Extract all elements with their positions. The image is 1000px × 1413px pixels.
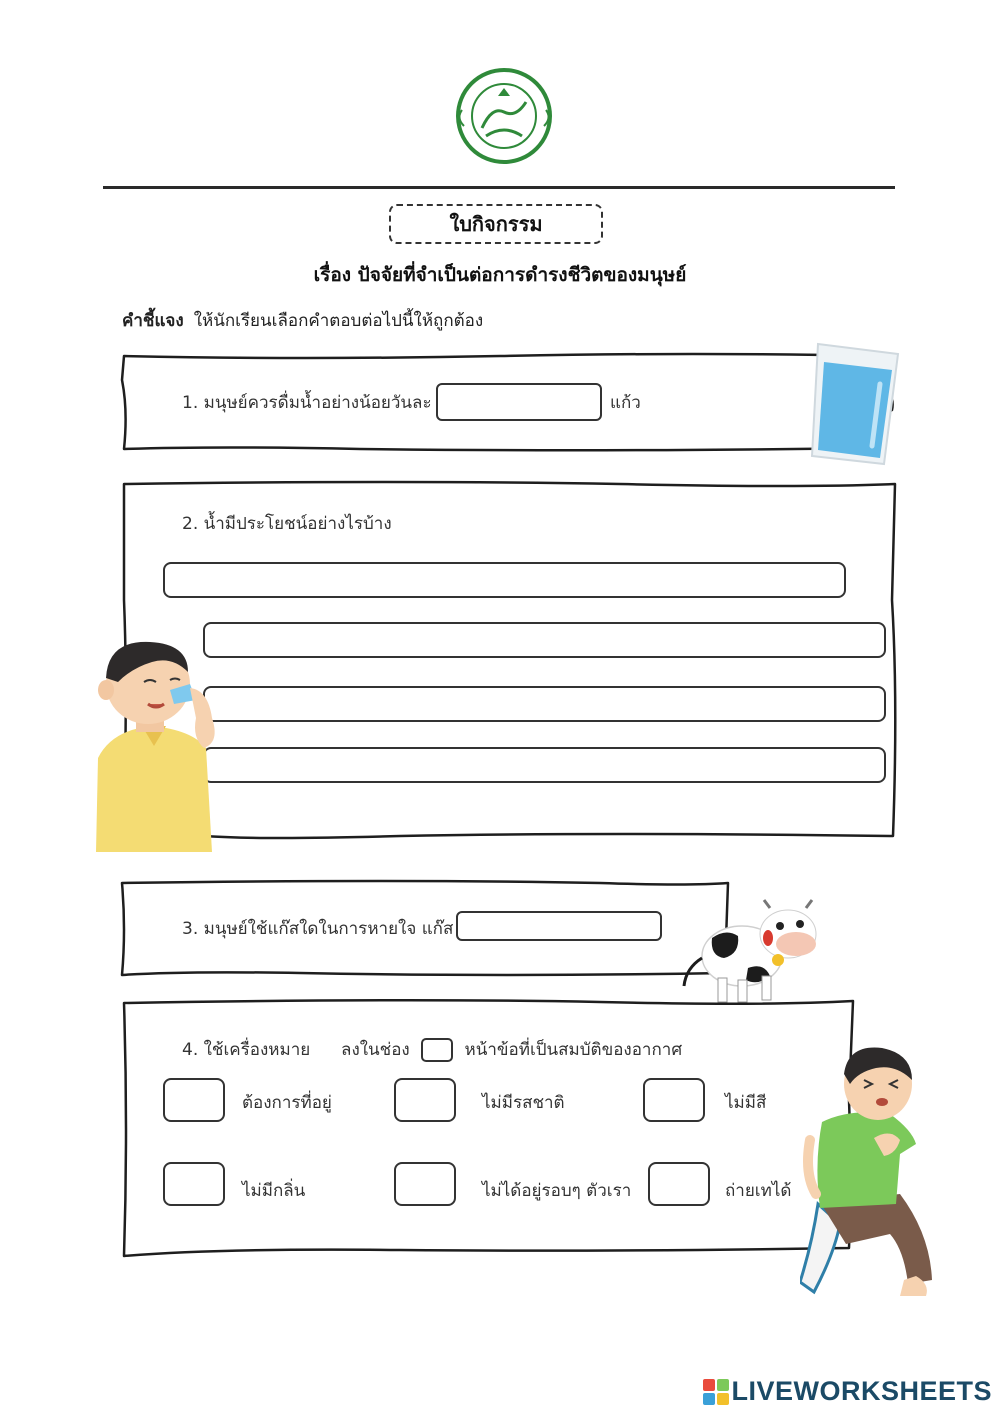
worksheet-title: ใบกิจกรรม (389, 204, 603, 244)
q4-option-label-6: ถ่ายเทได้ (725, 1181, 792, 1201)
instruction-text: ให้นักเรียนเลือกคำตอบต่อไปนี้ให้ถูกต้อง (193, 311, 484, 331)
boy-choking-illustration (800, 1044, 940, 1298)
q4-option-label-2: ไม่มีรสชาติ (482, 1093, 565, 1113)
q4-text-mid: ลงในช่อง (341, 1040, 410, 1060)
q2-answer-input-3[interactable] (203, 686, 886, 722)
school-logo (452, 66, 556, 166)
q4-text-before: 4. ใช้เครื่องหมาย (182, 1040, 311, 1060)
sample-checkbox-icon (421, 1038, 453, 1062)
instruction-label: คำชี้แจง (122, 311, 184, 331)
q2-text: 2. น้ำมีประโยชน์อย่างไรบ้าง (182, 514, 392, 534)
cow-illustration (678, 898, 824, 1006)
q4-text-after: หน้าข้อที่เป็นสมบัติของอากาศ (464, 1040, 683, 1060)
q4-option-checkbox-5[interactable] (394, 1162, 456, 1206)
q2-answer-input-1[interactable] (163, 562, 846, 598)
header-divider (103, 186, 895, 189)
q4-instruction (182, 1036, 682, 1063)
q4-option-checkbox-2[interactable] (394, 1078, 456, 1122)
water-glass-illustration (808, 338, 902, 470)
liveworksheets-brand-text: LIVEWORKSHEETS (731, 1376, 992, 1406)
q3-text: 3. มนุษย์ใช้แก๊สใดในการหายใจ แก๊ส (182, 919, 454, 939)
liveworksheets-footer (703, 1376, 992, 1407)
q4-option-label-3: ไม่มีสี (725, 1093, 767, 1113)
q1-unit: แก้ว (610, 393, 641, 413)
q4-option-label-1: ต้องการที่อยู่ (242, 1093, 332, 1113)
instruction (122, 307, 483, 334)
q1-answer-input[interactable] (436, 383, 602, 421)
q4-option-checkbox-6[interactable] (648, 1162, 710, 1206)
q2-answer-input-4[interactable] (203, 747, 886, 783)
q4-option-label-4: ไม่มีกลิ่น (242, 1181, 306, 1201)
q1-text: 1. มนุษย์ควรดื่มน้ำอย่างน้อยวันละ (182, 393, 432, 413)
liveworksheets-logo-icon (703, 1379, 729, 1405)
q2-answer-input-2[interactable] (203, 622, 886, 658)
boy-drinking-illustration (92, 638, 234, 852)
q4-option-checkbox-4[interactable] (163, 1162, 225, 1206)
q3-answer-input[interactable] (456, 911, 662, 941)
q4-option-checkbox-1[interactable] (163, 1078, 225, 1122)
q4-option-label-5: ไม่ได้อยู่รอบๆ ตัวเรา (482, 1181, 632, 1201)
q4-option-checkbox-3[interactable] (643, 1078, 705, 1122)
worksheet-subject: เรื่อง ปัจจัยที่จำเป็นต่อการดำรงชีวิตของมนุษย์ (313, 264, 687, 286)
